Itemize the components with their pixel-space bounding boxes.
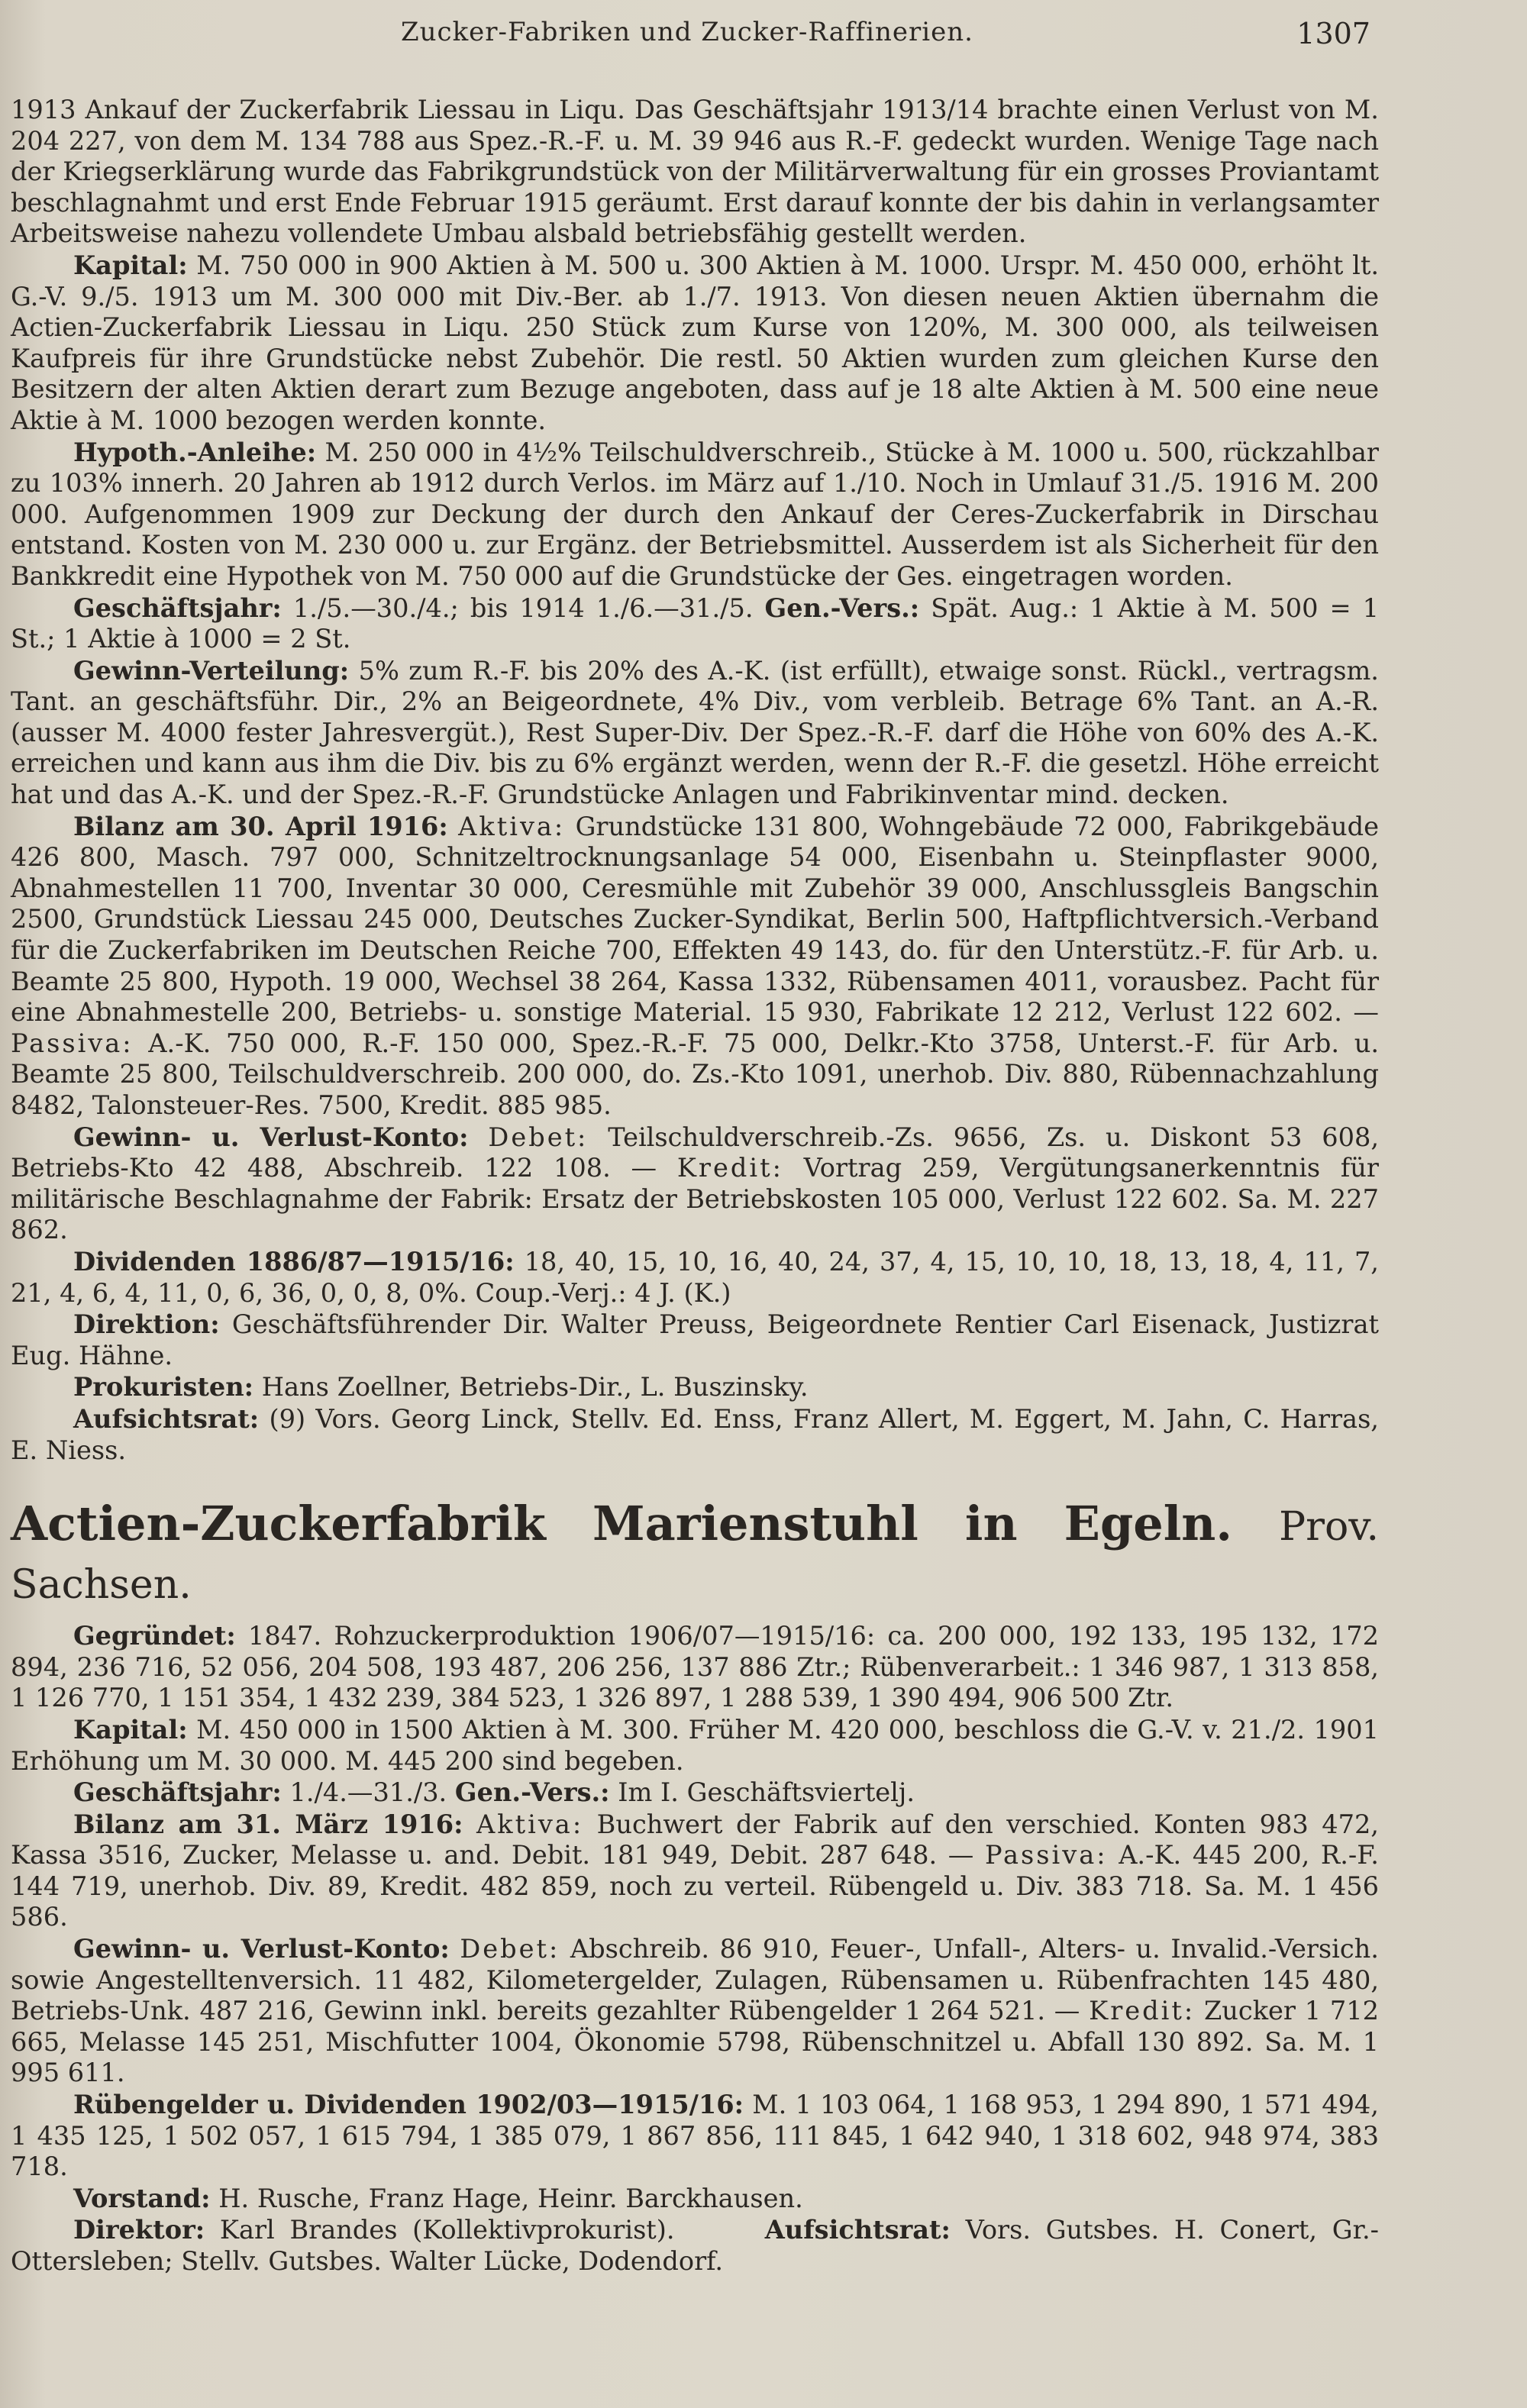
gewinn-verteilung-paragraph: Gewinn-Verteilung: 5% zum R.-F. bis 20% des A.-K. (ist erfüllt), etwaige sonst. Rückl., vertragsm. Tant. an geschäftsführ. Dir., 2% an Beigeordnete, 4% Div., vom verbleib. Betrage 6% Tant. an A.-R. (ausser M. 4000 fester Jahresvergüt.), Rest Super-Div. Der Spez.-R.-F. darf die Höhe von 60% des A.-K. erreichen und kann aus ihm die Div. bis zu 6% ergänzt werden, wenn der R.-F. die gesetzl. Höhe erreicht hat und das A.-K. und der Spez.-R.-F. Grundstücke Anlagen und Fabrikinventar mind. decken.: [11, 654, 1379, 810]
kapital-paragraph-2: Kapital: M. 450 000 in 1500 Aktien à M. 300. Früher M. 420 000, beschloss die G.-V. v. 21./2. 1901 Erhöhung um M. 30 000. M. 445 200 sind begeben.: [11, 1713, 1379, 1776]
running-title: Zucker-Fabriken und Zucker-Raffinerien.: [401, 17, 973, 47]
dividenden-paragraph: Dividenden 1886/87—1915/16: 18, 40, 15, 10, 16, 40, 24, 37, 4, 15, 10, 10, 18, 13, 18, 4, 11, 7, 21, 4, 6, 4, 11, 0, 6, 36, 0, 0, 8, 0%. Coup.-Verj.: 4 J. (K.): [11, 1245, 1379, 1308]
guv-paragraph: Gewinn- u. Verlust-Konto: Debet: Teilschuldverschreib.-Zs. 9656, Zs. u. Diskont 53 608, Betriebs-Kto 42 488, Abschreib. 122 108. — Kredit: Vortrag 259, Vergütungsanerkenntnis für militärische Beschlagnahme der Fabrik: Ersatz der Betriebskosten 105 000, Verlust 122 602. Sa. M. 227 862.: [11, 1121, 1380, 1245]
bilanz-paragraph-2: Bilanz am 31. März 1916: Aktiva: Buchwert der Fabrik auf den verschied. Konten 983 472, Kassa 3516, Zucker, Melasse u. and. Debit. 181 949, Debit. 287 648. — Passiva: A.-K. 445 200, R.-F. 144 719, unerhob. Div. 89, Kredit. 482 859, noch zu verteil. Rübengeld u. Div. 383 718. Sa. M. 1 456 586.: [11, 1808, 1379, 1932]
hypoth-paragraph: Hypoth.-Anleihe: M. 250 000 in 4½% Teilschuldverschreib., Stücke à M. 1000 u. 500, rückzahlbar zu 103% innerh. 20 Jahren ab 1912 durch Verlos. im März auf 1./10. Noch in Umlauf 31./5. 1916 M. 200 000. Aufgenommen 1909 zur Deckung der durch den Ankauf der Ceres-Zuckerfabrik in Dirschau entstand. Kosten von M. 230 000 u. zur Ergänz. der Betriebsmittel. Ausserdem ist als Sicherheit für den Bankkredit eine Hypothek von M. 750 000 auf die Grundstücke der Ges. eingetragen worden.: [11, 436, 1379, 591]
aufsichtsrat-paragraph: Aufsichtsrat: (9) Vors. Georg Linck, Stellv. Ed. Enss, Franz Allert, M. Eggert, M. Jahn, C. Harras, E. Niess.: [11, 1403, 1379, 1465]
ruebengelder-paragraph: Rübengelder u. Dividenden 1902/03—1915/16: M. 1 103 064, 1 168 953, 1 294 890, 1 571 494, 1 435 125, 1 502 057, 1 615 794, 1 385 079, 1 867 856, 111 845, 1 642 940, 1 318 602, 948 974, 383 718.: [11, 2089, 1379, 2182]
page-header: [0, 17, 1527, 63]
text-column: [11, 95, 1379, 2277]
direktor-paragraph: Direktor: Karl Brandes (Kollektivprokurist). Aufsichtsrat: Vors. Gutsbes. H. Conert, Gr.-Ottersleben; Stellv. Gutsbes. Walter Lücke, Dodendorf.: [11, 2214, 1379, 2276]
bilanz-paragraph: Bilanz am 30. April 1916: Aktiva: Grundstücke 131 800, Wohngebäude 72 000, Fabrikgebäude 426 800, Masch. 797 000, Schnitzeltrocknungsanlage 54 000, Eisenbahn u. Steinpflaster 9000, Abnahmestellen 11 700, Inventar 30 000, Ceresmühle mit Zubehör 39 000, Anschlussgleis Bangschin 2500, Grundstück Liessau 245 000, Deutsches Zucker-Syndikat, Berlin 500, Haftpflichtversich.-Verband für die Zuckerfabriken im Deutschen Reiche 700, Effekten 49 143, do. für den Unterstütz.-F. für Arb. u. Beamte 25 800, Hypoth. 19 000, Wechsel 38 264, Kassa 1332, Rübensamen 4011, vorausbez. Pacht für eine Abnahmestelle 200, Betriebs- u. sonstige Material. 15 930, Fabrikate 12 212, Verlust 122 602. — Passiva: A.-K. 750 000, R.-F. 150 000, Spez.-R.-F. 75 000, Delkr.-Kto 3758, Unterst.-F. für Arb. u. Beamte 25 800, Teilschuldverschreib. 200 000, do. Zs.-Kto 1091, unerhob. Div. 880, Rübennachzahlung 8482, Talonsteuer-Res. 7500, Kredit. 885 985.: [11, 810, 1379, 1120]
section-title: Actien-Zuckerfabrik Marienstuhl in Egeln. Prov. Sachsen.: [11, 1496, 1380, 1609]
entry-intro: 1913 Ankauf der Zuckerfabrik Liessau in Liqu. Das Geschäftsjahr 1913/14 brachte einen Verlust von M. 204 227, von dem M. 134 788 aus Spez.-R.-F. u. M. 39 946 aus R.-F. gedeckt wurden. Wenige Tage nach der Kriegserklärung wurde das Fabrikgrundstück von der Militärverwaltung für ein grosses Proviantamt beschlagnahmt und erst Ende Februar 1915 geräumt. Erst darauf konnte der bis dahin in verlangsamter Arbeitsweise nahezu vollendete Umbau alsbald betriebsfähig gestellt werden.: [11, 95, 1379, 249]
vorstand-paragraph: Vorstand: H. Rusche, Franz Hage, Heinr. Barckhausen.: [73, 2182, 803, 2213]
direktion-paragraph: Direktion: Geschäftsführender Dir. Walter Preuss, Beigeordnete Rentier Carl Eisenack, Justizrat Eug. Hähne.: [11, 1309, 1379, 1370]
geschaeftsjahr-paragraph: Geschäftsjahr: 1./5.—30./4.; bis 1914 1./6.—31./5. Gen.-Vers.: Spät. Aug.: 1 Aktie à M. 500 = 1 St.; 1 Aktie à 1000 = 2 St.: [11, 592, 1379, 654]
page-number: 1307: [1296, 17, 1370, 50]
prokuristen-paragraph: Prokuristen: Hans Zoellner, Betriebs-Dir., L. Buszinsky.: [73, 1371, 809, 1403]
guv-paragraph-2: Gewinn- u. Verlust-Konto: Debet: Abschreib. 86 910, Feuer-, Unfall-, Alters- u. Invalid.-Versich. sowie Angestelltenversich. 11 482, Kilometergelder, Zulagen, Rübensamen u. Rübenfrachten 145 480, Betriebs-Unk. 487 216, Gewinn inkl. bereits gezahlter Rübengelder 1 264 521. — Kredit: Zucker 1 712 665, Melasse 145 251, Mischfutter 1004, Ökonomie 5798, Rübenschnitzel u. Abfall 130 892. Sa. M. 1 995 611.: [11, 1933, 1379, 2088]
geschaeftsjahr-paragraph-2: Geschäftsjahr: 1./4.—31./3. Gen.-Vers.: Im I. Geschäftsviertelj.: [73, 1777, 915, 1808]
kapital-paragraph: Kapital: M. 750 000 in 900 Aktien à M. 500 u. 300 Aktien à M. 1000. Urspr. M. 450 000, erhöht lt. G.-V. 9./5. 1913 um M. 300 000 mit Div.-Ber. ab 1./7. 1913. Von diesen neuen Aktien übernahm die Actien-Zuckerfabrik Liessau in Liqu. 250 Stück zum Kurse von 120%, M. 300 000, als teilweisen Kaufpreis für ihre Grundstücke nebst Zubehör. Die restl. 50 Aktien wurden zum gleichen Kurse den Besitzern der alten Aktien derart zum Bezuge angeboten, dass auf je 18 alte Aktien à M. 500 eine neue Aktie à M. 1000 bezogen werden konnte.: [11, 249, 1379, 435]
gegruendet-paragraph: Gegründet: 1847. Rohzuckerproduktion 1906/07—1915/16: ca. 200 000, 192 133, 195 132, 172 894, 236 716, 52 056, 204 508, 193 487, 206 256, 137 886 Ztr.; Rübenverarbeit.: 1 346 987, 1 313 858, 1 126 770, 1 151 354, 1 432 239, 384 523, 1 326 897, 1 288 539, 1 390 494, 906 500 Ztr.: [11, 1620, 1379, 1713]
